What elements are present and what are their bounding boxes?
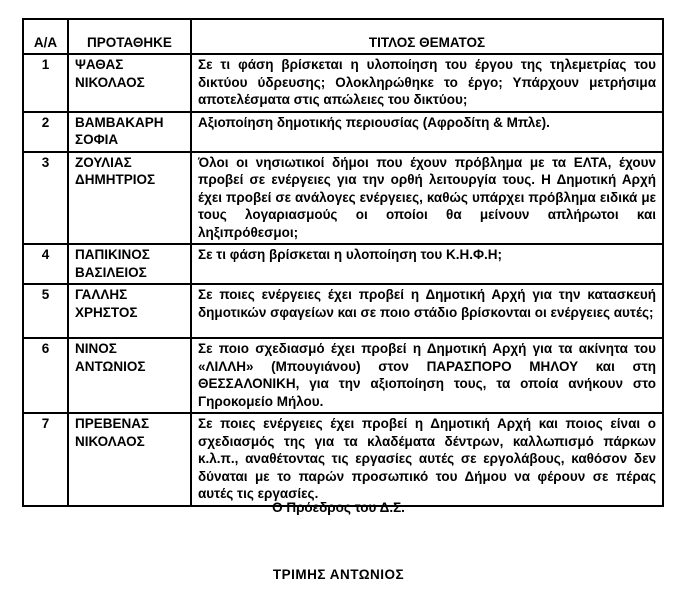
row-number: 4 [23,244,68,284]
table-row [23,54,663,112]
topic-title: Όλοι οι νησιωτικοί δήμοι που έχουν πρόβλημα με τα ΕΛΤΑ, έχουν προβεί σε ενέργειες για την ορθή λειτουργία τους. Η Δημοτική Αρχή έχει προβεί σε ανάλογες ενέργειες, καθώς υπάρχει πρόβλημα ειδικά με τους λογαριασμούς οι οποίοι θα μείνουν απλήρωτοι και ληξιπρόθεσμοι; [191,152,663,245]
row-number: 6 [23,338,68,413]
proposer-name: ΓΑΛΛΗΣ ΧΡΗΣΤΟΣ [68,284,191,338]
topic-title: Σε τι φάση βρίσκεται η υλοποίηση του Κ.Η.Φ.Η; [191,244,663,284]
table-row [23,338,663,413]
agenda-table [22,18,664,507]
topic-title: Σε ποιες ενέργειες έχει προβεί η Δημοτική Αρχή και ποιος είναι ο σχεδιασμός της για τα κλαδέματα δέντρων, καλλωπισμό πάρκων κ.λ.π., αναθέτοντας τις εργασίες αυτές σε εργολάβους, καθόσον δεν δύναται με το παρών προσωπικό του Δήμου να φέρουν σε πέρας αυτές τις εργασίες. [191,413,663,506]
table-row [23,413,663,506]
table-row [23,284,663,338]
row-number: 7 [23,413,68,506]
proposer-name: ΖΟΥΛΙΑΣ ΔΗΜΗΤΡΙΟΣ [68,152,191,245]
header-cell-aa: Α/Α [23,19,68,54]
topic-title: Αξιοποίηση δημοτικής περιουσίας (Αφροδίτη & Μπλε). [191,112,663,152]
table-row [23,244,663,284]
header-cell-proposer: ΠΡΟΤΑΘΗΚΕ [68,19,191,54]
proposer-name: ΠΡΕΒΕΝΑΣ ΝΙΚΟΛΑΟΣ [68,413,191,506]
signature-name: ΤΡΙΜΗΣ ΑΝΤΩΝΙΟΣ [272,567,405,582]
proposer-name: ΠΑΠΙΚΙΝΟΣ ΒΑΣΙΛΕΙΟΣ [68,244,191,284]
header-cell-topic-title: ΤΙΤΛΟΣ ΘΕΜΑΤΟΣ [191,19,663,54]
row-number: 5 [23,284,68,338]
proposer-name: ΝΙΝΟΣ ΑΝΤΩΝΙΟΣ [68,338,191,413]
proposer-name: ΒΑΜΒΑΚΑΡΗ ΣΟΦΙΑ [68,112,191,152]
table-header-row [23,19,663,54]
row-number: 2 [23,112,68,152]
table-row [23,112,663,152]
table-row [23,152,663,245]
proposer-name: ΨΑΘΑΣ ΝΙΚΟΛΑΟΣ [68,54,191,112]
topic-title: Σε τι φάση βρίσκεται η υλοποίηση του έργου της τηλεμετρίας του δικτύου ύδρευσης; Ολοκληρώθηκε το έργο; Υπάρχουν μετρήσιμα αποτελέσματα στις απώλειες του δικτύου; [191,54,663,112]
topic-title: Σε ποιο σχεδιασμό έχει προβεί η Δημοτική Αρχή για τα ακίνητα του «ΛΙΛΛΗ» (Μπουγιάνου) στον ΠΑΡΑΣΠΟΡΟ ΜΗΛΟΥ και στη ΘΕΣΣΑΛΟΝΙΚΗ, για την αξιοποίηση τους, τα οποία ανήκουν στο Γηροκομείο Μήλου. [191,338,663,413]
row-number: 3 [23,152,68,245]
signature-role: Ο Πρόεδρος του Δ.Σ. [272,500,405,515]
topic-title: Σε ποιες ενέργειες έχει προβεί η Δημοτική Αρχή για την κατασκευή δημοτικών σφαγείων και σε ποιο στάδιο βρίσκονται οι ενέργειες αυτές; [191,284,663,338]
row-number: 1 [23,54,68,112]
